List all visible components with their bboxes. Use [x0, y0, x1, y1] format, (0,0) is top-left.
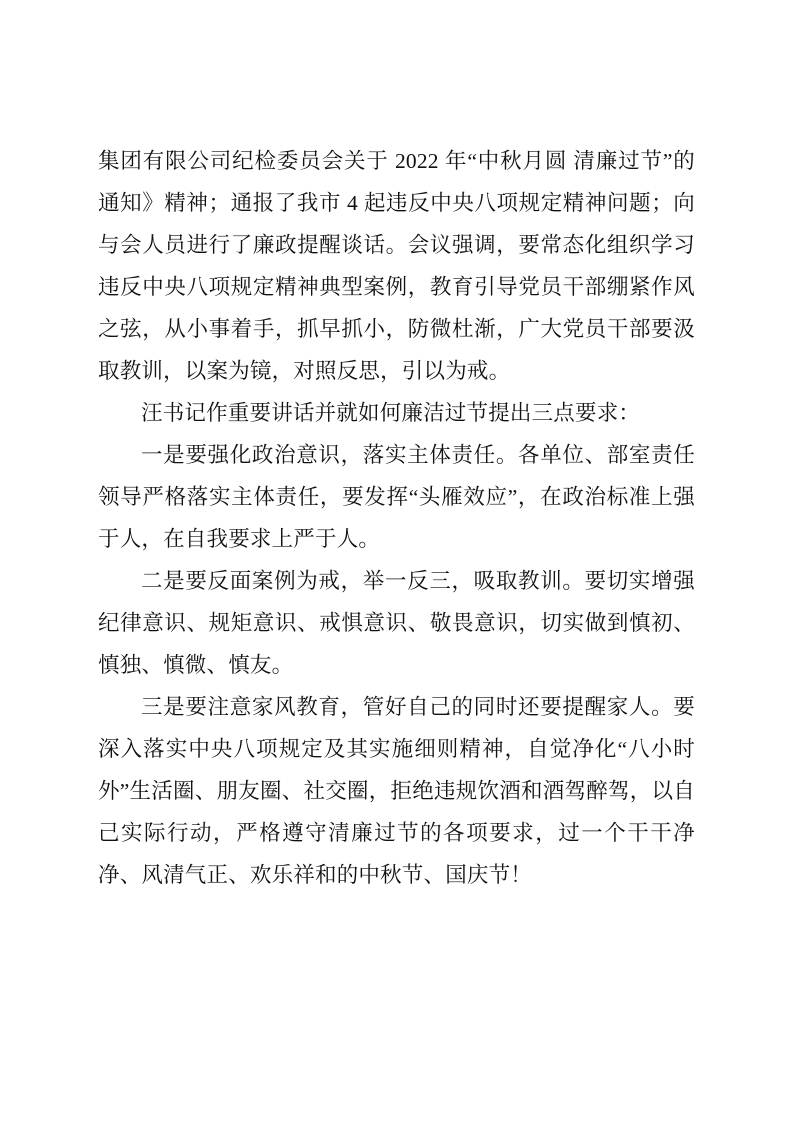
paragraph-1: 集团有限公司纪检委员会关于 2022 年“中秋月圆 清廉过节”的通知》精神；通报了我市 4 起违反中央八项规定精神问题；向与会人员进行了廉政提醒谈话。会议强调，要常态化组织学习违反中央八项规定精神典型案例，教育引导党员干部绷紧作风之弦，从小事着手，抓早抓小，防微杜渐，广大党员干部要汲取教训，以案为镜，对照反思，引以为戒。 — [98, 149, 695, 383]
paragraph-3: 一是要强化政治意识，落实主体责任。各单位、部室责任领导严格落实主体责任，要发挥“头雁效应”，在政治标准上强于人，在自我要求上严于人。 — [98, 443, 695, 551]
paragraph-5: 三是要注意家风教育，管好自己的同时还要提醒家人。要深入落实中央八项规定及其实施细则精神，自觉净化“八小时外”生活圈、朋友圈、社交圈，拒绝违规饮酒和酒驾醉驾，以自己实际行动，严格遵守清廉过节的各项要求，过一个干干净净、风清气正、欢乐祥和的中秋节、国庆节！ — [98, 695, 695, 887]
document-body — [98, 140, 695, 896]
paragraph-2: 汪书记作重要讲话并就如何廉洁过节提出三点要求： — [141, 401, 641, 425]
paragraph-4: 二是要反面案例为戒，举一反三，吸取教训。要切实增强纪律意识、规矩意识、戒惧意识、敬畏意识，切实做到慎初、慎独、慎微、慎友。 — [98, 569, 695, 677]
